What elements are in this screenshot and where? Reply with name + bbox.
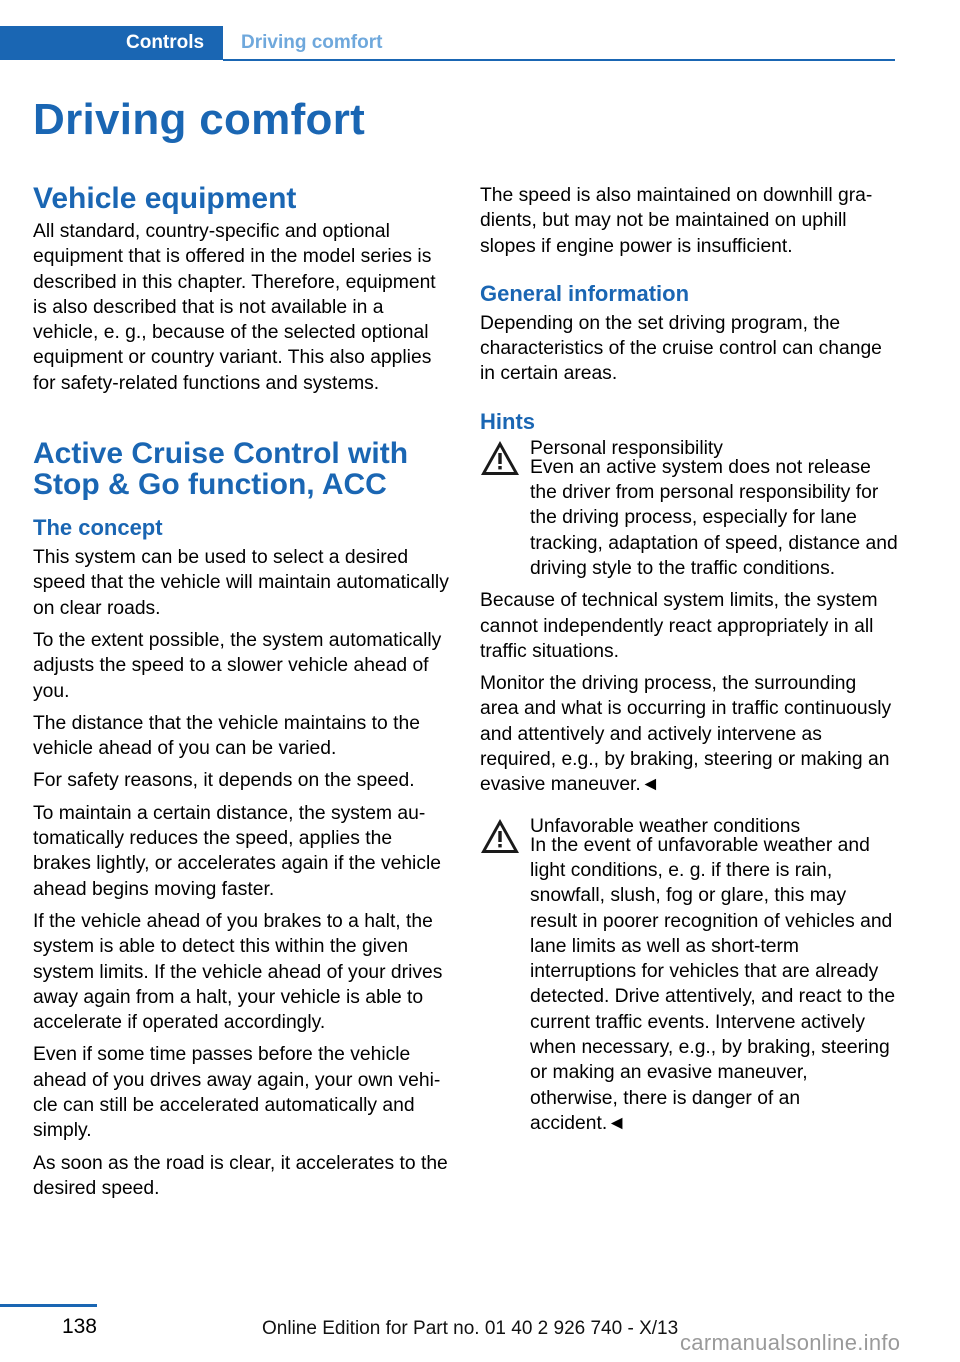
right-column (480, 183, 898, 1143)
concept-paragraph: To maintain a certain distance, the system automatically reduces the speed, applies the brakes lightly, or accelerates again if the vehicle ahead begins moving faster. (33, 802, 441, 900)
acc-heading: Active Cruise Control with Stop & Go function, ACC (33, 437, 409, 502)
warning-paragraph: Because of technical system limits, the system cannot independently react appropriately in all traffic situations. (480, 590, 878, 662)
warning-triangle-icon (480, 818, 520, 854)
concept-paragraph: If the vehicle ahead of you brakes to a halt, the system is able to detect this within the given system limits. If the vehicle ahead of your drives away again from a halt, your vehicle is able to accelerate if operated accordingly. (33, 910, 443, 1034)
warning-personal-responsibility (480, 437, 898, 798)
warning-paragraph: Monitor the driving process, the surrounding area and what is occurring in traffic continuously and attentively and actively intervene as required, e.g., by braking, steering or making an evasive maneuver.◄ (480, 673, 892, 796)
header-chapter-tab: Driving comfort (241, 32, 383, 53)
warning-triangle-icon (480, 440, 520, 476)
concept-paragraph: For safety reasons, it depends on the speed. (33, 770, 415, 792)
watermark: carmanualsonline.info (680, 1330, 901, 1355)
hints-heading: Hints (480, 408, 535, 434)
warning-unfavorable-weather (480, 815, 898, 1137)
vehicle-equipment-text: All standard, country-specific and optional equipment that is offered in the model series is described in this chapter. Therefore, equipment is also described that is not available in a vehicle, e. g., because of the selected optional equipment or country variant. This also applies for safety-related functions and systems. (33, 221, 436, 394)
warning-paragraph: Even an active system does not release the driver from personal responsibility for the driving process, especially for lane tracking, adaptation of speed, distance and driving style to the traffic conditions. (530, 456, 898, 579)
header-rule (223, 59, 895, 61)
page-number: 138 (61, 1315, 97, 1338)
vehicle-equipment-heading: Vehicle equipment (33, 182, 297, 215)
footer-rule (0, 1304, 97, 1307)
concept-paragraph: As soon as the road is clear, it accelerates to the desired speed. (33, 1152, 448, 1199)
speed-intro-text: The speed is also maintained on downhill gradients, but may not be maintained on uphill slopes if engine power is insufficient. (480, 185, 873, 257)
page-title: Driving comfort (33, 95, 366, 144)
concept-paragraph: The distance that the vehicle maintains to the vehicle ahead of you can be varied. (33, 712, 420, 760)
general-information-text: Depending on the set driving program, the characteristics of the cruise control can change in certain areas. (480, 312, 882, 385)
general-information-heading: General information (480, 280, 690, 306)
concept-paragraph: Even if some time passes before the vehicle ahead of you drives away again, your own vehicle can still be accelerated automatically and simply. (33, 1044, 441, 1142)
left-column (33, 183, 449, 1208)
header-tabs (0, 26, 382, 60)
concept-paragraph: To the extent possible, the system automatically adjusts the speed to a slower vehicle ahead of you. (33, 629, 442, 702)
concept-paragraph: This system can be used to select a desired speed that the vehicle will maintain automatically on clear roads. (33, 547, 449, 619)
warning-paragraph: In the event of unfavorable weather and light conditions, e. g. if there is rain, snowfall, slush, fog or glare, this may result in poorer recognition of vehicles and lane limits as well as short-term interruptions for vehicles that are already detected. Drive attentively, and react to the current traffic events. Intervene actively when necessary, e.g., by braking, steering or making an evasive maneuver, otherwise, there is danger of an accident.◄ (530, 834, 896, 1134)
concept-heading: The concept (33, 515, 163, 541)
header-section-tab: Controls (0, 26, 223, 60)
warning-title: Unfavorable weather conditions (530, 815, 801, 837)
edition-text: Online Edition for Part no. 01 40 2 926 740 - X/13 (262, 1318, 679, 1339)
warning-title: Personal responsibility (530, 437, 723, 459)
